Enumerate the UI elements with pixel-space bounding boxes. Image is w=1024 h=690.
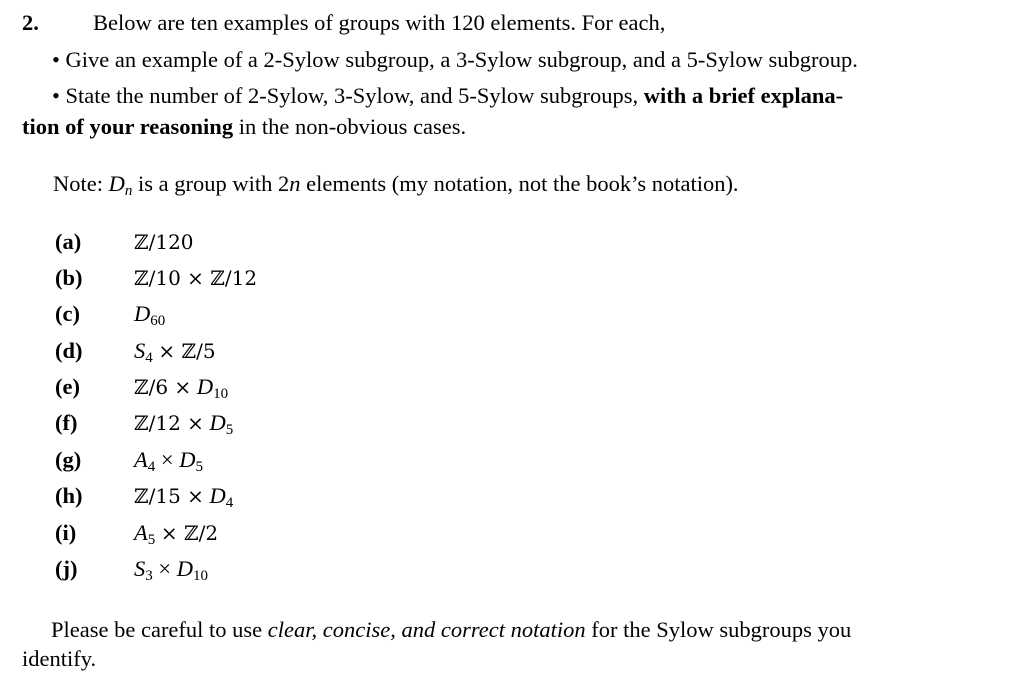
item-group-g <box>134 447 203 475</box>
item-d-tail: × ℤ/5 <box>158 339 216 363</box>
item-group-c <box>134 301 166 329</box>
item-group-e <box>134 374 229 402</box>
item-j-sub: 3 <box>145 568 153 584</box>
note-group-symbol: D <box>108 171 125 196</box>
item-label-b: (b) <box>55 265 83 290</box>
item-label-h: (h) <box>55 483 83 508</box>
bullet-sylow-examples: • Give an example of a 2-Sylow subgroup, a 3-Sylow subgroup, and a 5-Sylow subgroup. <box>52 47 858 72</box>
bullet-emphasis-part2: tion of your reasoning <box>22 114 234 139</box>
item-group-a <box>134 231 194 254</box>
closing-line-2: identify. <box>22 646 97 671</box>
item-f-group: D <box>209 410 226 435</box>
item-group-h <box>134 483 234 511</box>
item-group-j <box>134 556 208 584</box>
item-g-group: A <box>134 447 148 472</box>
note-group-subscript: n <box>124 183 133 199</box>
item-g-group2: D <box>179 447 196 472</box>
item-j-sub2: 10 <box>192 568 208 584</box>
item-e-expr: ℤ/6 × <box>134 375 192 399</box>
bullet-continuation <box>22 116 466 139</box>
item-j-group2: D <box>176 556 193 581</box>
item-label-f: (f) <box>55 410 78 435</box>
item-group-i <box>134 520 219 548</box>
item-group-d <box>134 338 216 366</box>
item-e-group: D <box>196 374 214 399</box>
note-variable: n <box>289 171 301 196</box>
closing-before: Please be careful to use <box>51 617 263 642</box>
item-c-group: D <box>134 301 151 326</box>
item-g-times: × <box>160 447 174 472</box>
item-h-group: D <box>209 483 226 508</box>
item-label-g: (g) <box>55 447 82 472</box>
item-i-sub: 5 <box>147 532 156 548</box>
bullet-emphasis-part1: with a brief explana- <box>643 83 844 108</box>
item-label-d: (d) <box>55 338 83 363</box>
item-label-a: (a) <box>55 229 82 254</box>
item-label-c: (c) <box>55 301 80 326</box>
item-label-e: (e) <box>55 374 80 399</box>
bullet-sylow-counts <box>52 85 843 108</box>
note-suffix: elements (my notation, not the book’s notation). <box>306 171 739 196</box>
item-h-sub: 4 <box>225 495 234 511</box>
item-g-sub2: 5 <box>195 459 203 475</box>
item-b-expr: ℤ/10 × ℤ/12 <box>134 266 258 290</box>
closing-after: for the Sylow subgroups you <box>591 617 852 642</box>
notation-note <box>53 171 739 199</box>
closing-line-1 <box>51 619 851 642</box>
closing-emphasis: clear, concise, and correct notation <box>267 617 586 642</box>
item-c-sub: 60 <box>150 313 166 329</box>
item-d-sub: 4 <box>145 350 153 366</box>
item-group-f <box>134 410 234 438</box>
item-label-i: (i) <box>55 520 77 545</box>
problem-number: 2. <box>22 10 39 35</box>
item-e-sub: 10 <box>213 386 229 402</box>
item-label-j: (j) <box>55 556 78 581</box>
bullet-tail: in the non-obvious cases. <box>238 114 467 139</box>
note-prefix: Note: <box>53 171 103 196</box>
item-f-expr: ℤ/12 × <box>134 411 204 435</box>
item-j-times: × <box>158 556 172 581</box>
item-i-group: A <box>134 520 148 545</box>
item-d-group: S <box>134 338 146 363</box>
bullet-sylow-counts-text: • State the number of 2-Sylow, 3-Sylow, and 5-Sylow subgroups, <box>52 83 639 108</box>
item-j-group: S <box>134 556 146 581</box>
item-f-sub: 5 <box>225 422 234 438</box>
item-g-sub: 4 <box>147 459 156 475</box>
item-group-b <box>134 267 257 290</box>
item-i-tail: × ℤ/2 <box>160 521 219 545</box>
item-h-expr: ℤ/15 × <box>134 484 204 508</box>
item-a-expr: ℤ/120 <box>134 230 194 254</box>
note-mid: is a group with 2 <box>138 171 290 196</box>
problem-intro: Below are ten examples of groups with 120 elements. For each, <box>93 10 666 35</box>
